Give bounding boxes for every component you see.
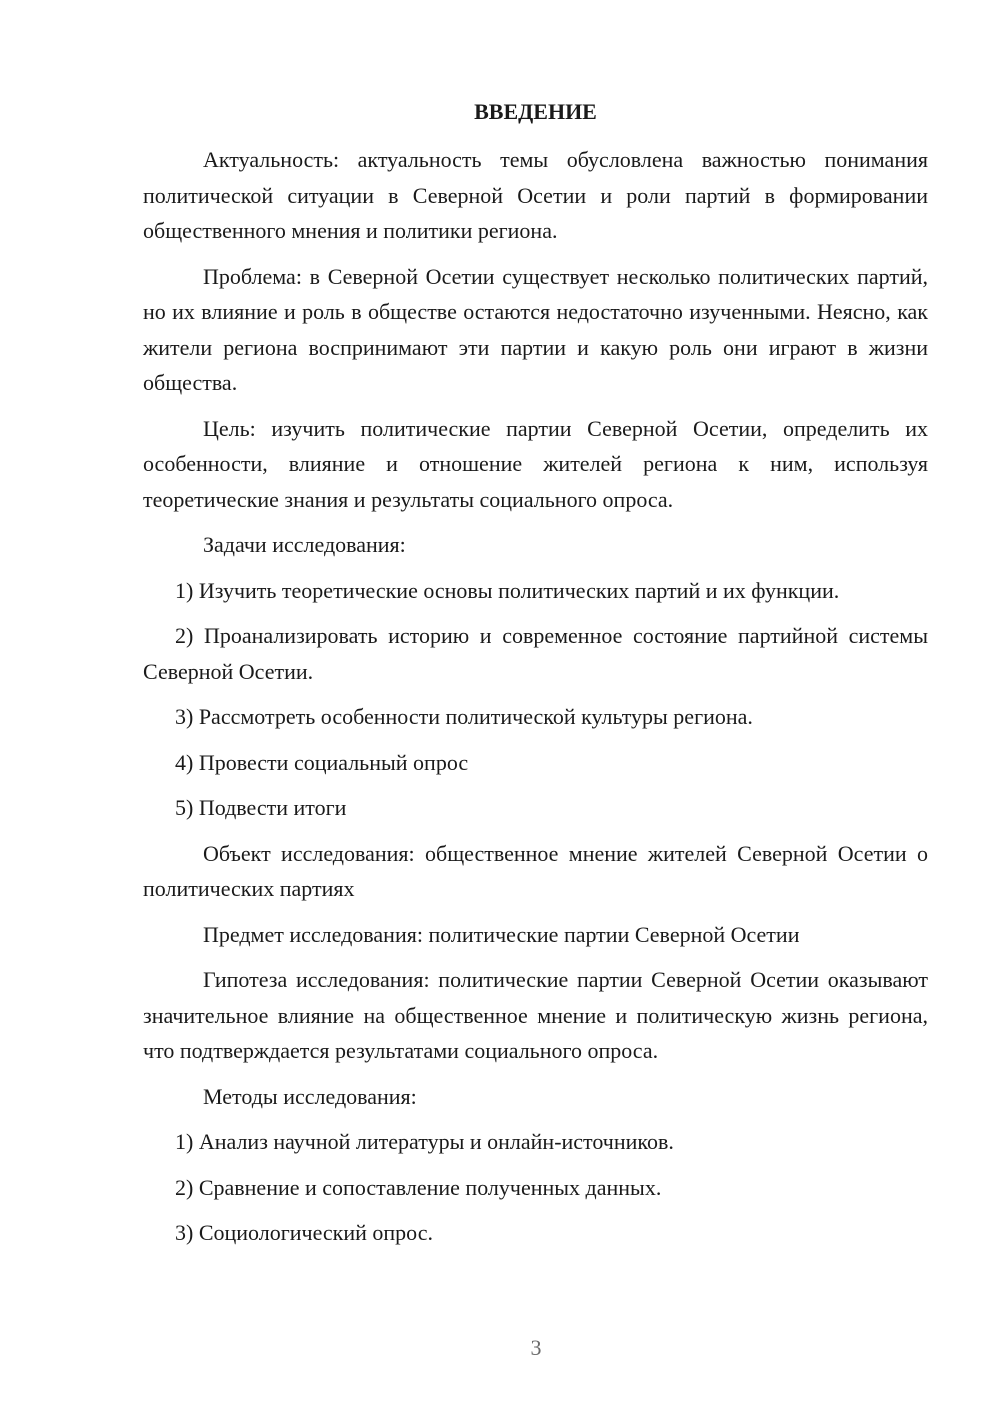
method-item-1: 1) Анализ научной литературы и онлайн-источников. xyxy=(175,1129,674,1154)
task-item-4: 4) Провести социальный опрос xyxy=(175,749,469,775)
paragraph-relevance: Актуальность: актуальность темы обусловлена важностью понимания политической ситуации в Северной Осетии и роли партий в формировании общественного мнения и политики региона. xyxy=(143,147,928,243)
task-item-3: 3) Рассмотреть особенности политической культуры региона. xyxy=(175,704,753,729)
method-item-3: 3) Социологический опрос. xyxy=(175,1220,433,1245)
paragraph-problem: Проблема: в Северной Осетии существует несколько политических партий, но их влияние и роль в обществе остаются недостаточно изученными. Неясно, как жители региона воспринимают эти партии и какую роль они играют в жизни общества. xyxy=(143,263,928,395)
paragraph-tasks-heading: Задачи исследования: xyxy=(203,532,406,557)
section-title: ВВЕДЕНИЕ xyxy=(474,99,597,124)
paragraph-object: Объект исследования: общественное мнение жителей Северной Осетии о политических партиях xyxy=(143,840,928,901)
page-content xyxy=(143,94,928,1261)
task-item-5: 5) Подвести итоги xyxy=(175,795,347,820)
task-item-2: 2) Проанализировать историю и современное состояние партийной системы Северной Осетии. xyxy=(143,623,928,684)
task-item-1: 1) Изучить теоретические основы политических партий и их функции. xyxy=(175,577,840,603)
paragraph-subject: Предмет исследования: политические партии Северной Осетии xyxy=(203,921,800,947)
paragraph-hypothesis: Гипотеза исследования: политические партии Северной Осетии оказывают значительное влияние на общественное мнение и политическую жизнь региона, что подтверждается результатами социального опроса. xyxy=(143,967,928,1063)
paragraph-methods-heading: Методы исследования: xyxy=(203,1083,417,1109)
page-number: 3 xyxy=(530,1335,542,1360)
paragraph-goal: Цель: изучить политические партии Северной Осетии, определить их особенности, влияние и отношение жителей региона к ним, используя теоретические знания и результаты социального опроса. xyxy=(143,415,928,512)
method-item-2: 2) Сравнение и сопоставление полученных данных. xyxy=(175,1174,662,1200)
